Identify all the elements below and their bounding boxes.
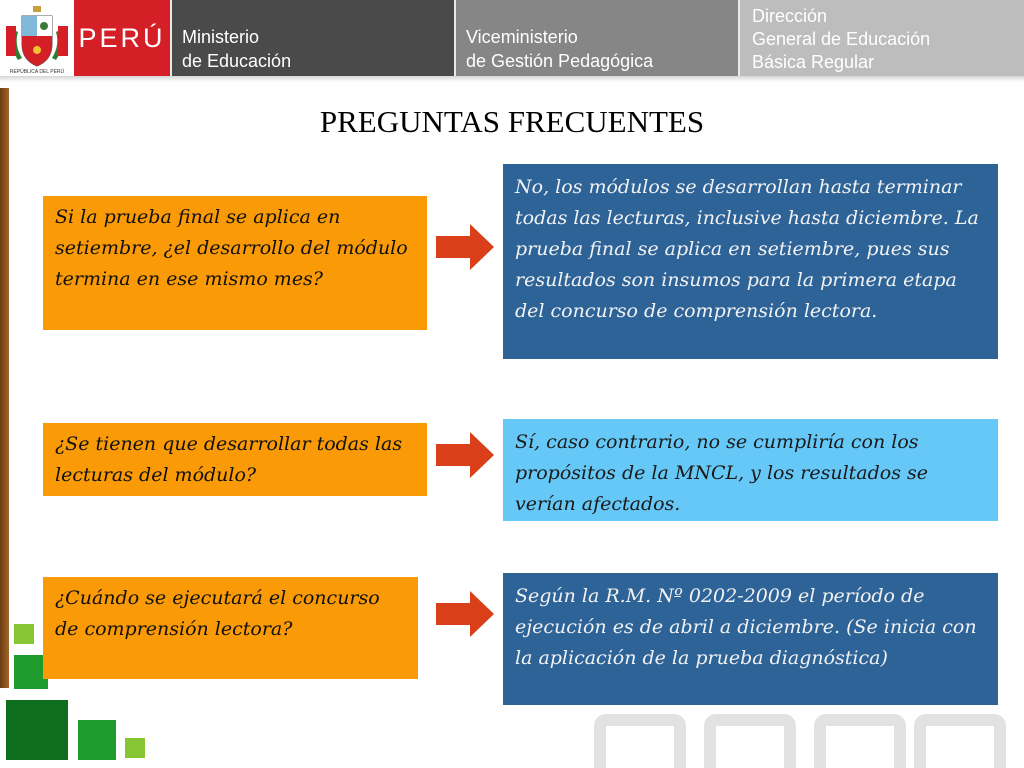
decor-square <box>125 738 145 758</box>
header-banner <box>0 0 1024 80</box>
direction-block <box>740 0 1024 76</box>
direction-line2: General de Educación <box>752 29 931 49</box>
decor-square <box>14 624 34 644</box>
faq-question-1: Si la prueba final se aplica en setiembre, ¿el desarrollo del módulo termina en ese mismo mes? <box>43 196 427 330</box>
faq-answer-3: Según la R.M. Nº 0202-2009 el período de ejecución es de abril a diciembre. (Se inicia con la aplicación de la prueba diagnóstica) <box>503 573 998 705</box>
header-shadow <box>0 76 1024 82</box>
viceministry-block <box>456 0 738 76</box>
svg-text:REPÚBLICA DEL PERÚ: REPÚBLICA DEL PERÚ <box>9 69 65 75</box>
ministry-line2: de Educación <box>182 51 292 71</box>
peru-coat-of-arms-icon <box>0 0 74 76</box>
page-title: PREGUNTAS FRECUENTES <box>319 104 705 139</box>
direction-line1: Dirección <box>752 6 828 26</box>
arrow-right-icon <box>436 432 496 478</box>
arrow-right-icon <box>436 591 496 637</box>
ministry-block <box>172 0 454 76</box>
faq-answer-2: Sí, caso contrario, no se cumpliría con los propósitos de la MNCL, y los resultados se verían afectados. <box>503 419 998 521</box>
left-decorative-bar <box>0 88 9 688</box>
crest-area <box>0 0 74 76</box>
country-label: PERÚ <box>74 0 170 76</box>
decor-square <box>78 720 116 760</box>
ministry-line1: Ministerio <box>182 27 260 47</box>
arrow-right-icon <box>436 224 496 270</box>
viceministry-line1: Viceministerio <box>466 27 578 47</box>
direction-line3: Básica Regular <box>752 52 875 72</box>
decor-square <box>6 700 68 760</box>
faq-question-3: ¿Cuándo se ejecutará el concurso de comprensión lectora? <box>43 577 418 679</box>
faq-answer-1: No, los módulos se desarrollan hasta terminar todas las lecturas, inclusive hasta diciembre. La prueba final se aplica en setiembre, pues sus resultados son insumos para la primera etapa del concurso de comprensión lectora. <box>503 164 998 359</box>
faq-question-2: ¿Se tienen que desarrollar todas las lecturas del módulo? <box>43 423 427 496</box>
viceministry-line2: de Gestión Pedagógica <box>466 51 654 71</box>
